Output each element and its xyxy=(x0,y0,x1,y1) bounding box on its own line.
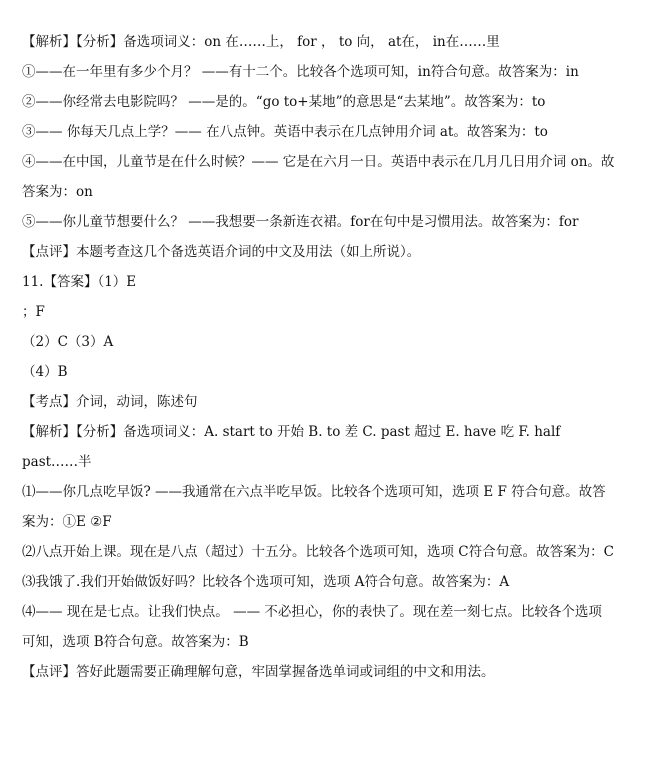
text-line: 11.【答案】（1）E xyxy=(22,274,137,290)
text-line: 【解析】【分析】备选项词义：A. start to 开始 B. to 差 C. past 超过 E. have 吃 F. half xyxy=(22,424,561,440)
text-line: 【点评】答好此题需要正确理解句意，牢固掌握备选单词或词组的中文和用法。 xyxy=(22,664,495,680)
text-line: past……半 xyxy=(22,454,92,470)
text-line: ③—— 你每天几点上学？—— 在八点钟。英语中表示在几点钟用介词 at。故答案为：to xyxy=(22,124,548,140)
text-line: ②——你经常去电影院吗？ ——是的。“go to+某地”的意思是“去某地”。故答案为：to xyxy=(22,94,546,110)
text-line: ；F xyxy=(22,304,45,320)
text-line: ⑶我饿了.我们开始做饭好吗？比较各个选项可知，选项 A符合句意。故答案为：A xyxy=(22,574,510,590)
text-line: （2）C（3）A xyxy=(22,334,114,350)
text-line: ⑷—— 现在是七点。让我们快点。 —— 不必担心，你的表快了。现在差一刻七点。比较各个选项 xyxy=(22,604,602,620)
text-line: 答案为：on xyxy=(22,184,93,200)
text-line: 【点评】本题考查这几个备选英语介词的中文及用法（如上所说）。 xyxy=(22,244,421,260)
text-line: ⑴——你几点吃早饭? ——我通常在六点半吃早饭。比较各个选项可知，选项 E F 符合句意。故答 xyxy=(22,484,606,500)
text-line: ⑤——你儿童节想要什么？ ——我想要一条新连衣裙。for在句中是习惯用法。故答案为：for xyxy=(22,214,579,230)
text-line: ⑵八点开始上课。现在是八点（超过）十五分。比较各个选项可知，选项 C符合句意。故答案为：C xyxy=(22,544,614,560)
text-line: 可知，选项 B符合句意。故答案为：B xyxy=(22,634,249,650)
text-line: （4）B xyxy=(22,364,68,380)
text-line: 【解析】【分析】备选项词义：on 在……上， for ， to 向， at在， in在……里 xyxy=(22,34,500,50)
text-line: 【考点】介词，动词，陈述句 xyxy=(22,394,198,410)
text-line: 案为：①E ②F xyxy=(22,514,112,530)
text-line: ④——在中国，儿童节是在什么时候？—— 它是在六月一日。英语中表示在几月几日用介词 on。故 xyxy=(22,154,615,170)
text-line: ①——在一年里有多少个月？ ——有十二个。比较各个选项可知，in符合句意。故答案为：in xyxy=(22,64,579,80)
